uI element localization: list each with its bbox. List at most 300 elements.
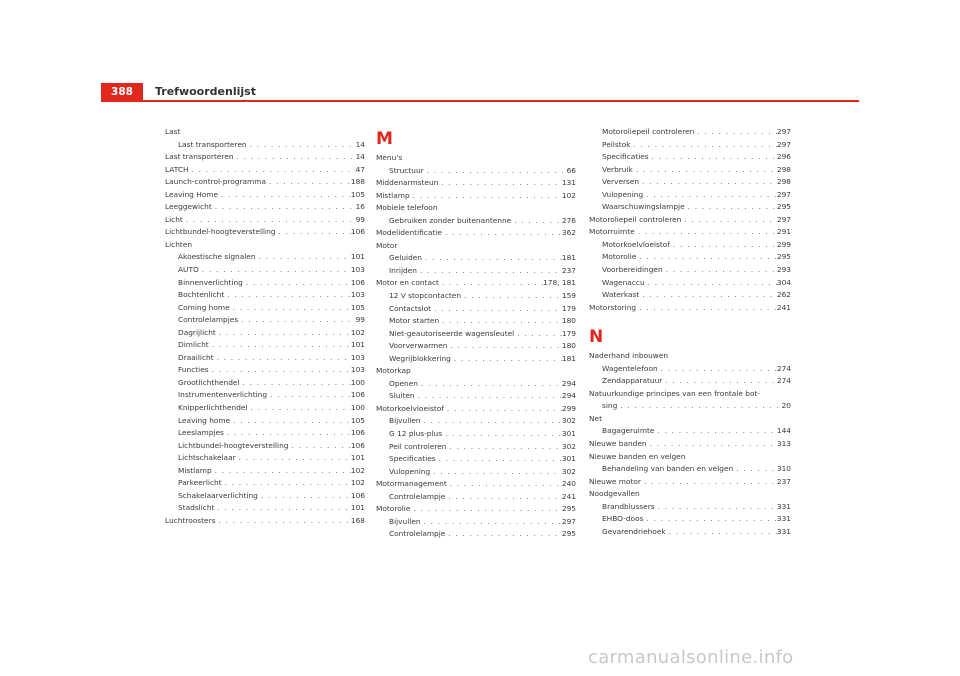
entry-term: Motorkoelvloeistof [376, 403, 444, 413]
entry-term: Lichtbundel-hoogteverstelling [178, 440, 289, 450]
index-entry [376, 516, 576, 529]
dot-leader [417, 265, 562, 278]
entry-term: Peil controleren [389, 441, 447, 451]
index-entry [376, 453, 576, 466]
dot-leader [183, 214, 356, 227]
index-entry [589, 476, 791, 489]
index-entry [589, 251, 791, 264]
entry-term: Waterkast [602, 290, 640, 300]
index-entry [589, 126, 791, 139]
dot-leader [685, 201, 777, 214]
dot-leader [662, 375, 777, 388]
entry-page: 295 [776, 202, 791, 212]
entry-page: 106 [350, 390, 365, 400]
index-entry [165, 201, 365, 214]
entry-page: 302 [561, 441, 576, 451]
entry-page: 101 [350, 503, 365, 513]
index-entry [376, 528, 576, 541]
dot-leader [654, 425, 776, 438]
index-entry [165, 139, 365, 152]
index-entry [589, 513, 791, 526]
entry-term: Bagageruimte [602, 426, 655, 436]
dot-leader [266, 176, 351, 189]
index-entry [165, 364, 365, 377]
index-heading: Mobiele telefoon [376, 203, 438, 213]
entry-term: Coming home [178, 302, 230, 312]
entry-page: 180 [561, 341, 576, 351]
entry-term: Motoroliepeil controleren [602, 127, 695, 136]
dot-leader [641, 476, 777, 489]
entry-term: Controlelampje [389, 529, 446, 539]
index-entry [165, 490, 365, 503]
entry-term: Licht [165, 214, 183, 224]
dot-leader [248, 402, 351, 415]
dot-leader [230, 415, 351, 428]
entry-page: 14 [355, 139, 365, 149]
entry-term: Nieuwe motor [589, 476, 641, 486]
dot-leader [514, 328, 562, 341]
entry-page: 101 [350, 453, 365, 463]
entry-term: Bijvullen [389, 516, 421, 526]
entry-page: 181 [561, 253, 576, 263]
entry-term: Voorbereidingen [602, 265, 663, 275]
entry-page: 293 [776, 265, 791, 275]
index-entry [165, 151, 365, 164]
entry-term: Motorkoelvloeistof [602, 239, 670, 249]
index-heading: Motor [376, 240, 398, 250]
entry-page: 295 [776, 252, 791, 262]
index-entry [165, 465, 365, 478]
entry-term: Dagrijlicht [178, 327, 216, 337]
entry-term: Bochtenlicht [178, 290, 225, 300]
entry-term: Dimlicht [178, 340, 209, 350]
index-entry [165, 377, 365, 390]
entry-term: Functies [178, 365, 209, 375]
index-entry [165, 515, 365, 528]
entry-page: 101 [350, 252, 365, 262]
dot-leader [276, 226, 351, 239]
entry-page: 102 [350, 465, 365, 475]
dot-leader [209, 339, 351, 352]
index-entry [376, 378, 576, 391]
dot-leader [630, 139, 776, 152]
entry-term: Binnenverlichting [178, 277, 243, 287]
entry-page: 103 [350, 290, 365, 300]
entry-page: 331 [776, 514, 791, 524]
section-letter: M [376, 129, 393, 149]
dot-leader [212, 465, 351, 478]
entry-page: 296 [776, 152, 791, 162]
dot-leader [445, 491, 562, 504]
index-entry [589, 201, 791, 214]
entry-page: 100 [350, 403, 365, 413]
index-entry [589, 277, 791, 290]
entry-page: 180 [561, 316, 576, 326]
dot-leader [256, 251, 351, 264]
index-entry [165, 415, 365, 428]
dot-leader [511, 215, 562, 228]
entry-term: Openen [389, 378, 418, 388]
index-entry [165, 176, 365, 189]
entry-term: Inrijden [389, 265, 417, 275]
index-heading: Naderhand inbouwen [589, 351, 669, 361]
entry-term: Wagenaccu [602, 277, 645, 287]
index-entry [376, 165, 576, 178]
entry-term: EHBO-doos [602, 514, 644, 524]
dot-leader [633, 164, 777, 177]
dot-leader [442, 428, 562, 441]
entry-page: 237 [561, 265, 576, 275]
index-entry [589, 501, 791, 514]
page-title: Trefwoordenlijst [155, 85, 256, 98]
index-entry [165, 264, 365, 277]
entry-term: G 12 plus-plus [389, 429, 443, 439]
dot-leader [635, 226, 777, 239]
entry-page: 103 [350, 352, 365, 362]
index-entry [165, 402, 365, 415]
dot-leader [617, 400, 781, 413]
index-entry [376, 466, 576, 479]
entry-page: 106 [350, 440, 365, 450]
dot-leader [430, 466, 562, 479]
index-entry [165, 452, 365, 465]
entry-term: Peilstok [602, 139, 631, 149]
index-entry [165, 352, 365, 365]
entry-term: Parkeerlicht [178, 478, 222, 488]
index-entry [376, 190, 576, 203]
entry-page: 105 [350, 302, 365, 312]
index-entry [376, 403, 576, 416]
entry-page: 295 [561, 504, 576, 514]
dot-leader [238, 314, 355, 327]
entry-term: Motorruimte [589, 227, 635, 237]
entry-page: 291 [776, 227, 791, 237]
dot-leader [410, 190, 562, 203]
index-column-1 [165, 126, 365, 528]
index-entry [165, 314, 365, 327]
index-entry [376, 290, 576, 303]
entry-term: Draailicht [178, 352, 214, 362]
dot-leader [410, 503, 562, 516]
entry-page: 102 [350, 478, 365, 488]
header-rule [101, 100, 859, 102]
dot-leader [451, 353, 562, 366]
entry-page: 274 [776, 363, 791, 373]
index-entry [165, 389, 365, 402]
entry-term: AUTO [178, 265, 199, 275]
index-entry [376, 315, 576, 328]
dot-leader [649, 151, 777, 164]
entry-page: 301 [561, 429, 576, 439]
entry-term: Leeslampjes [178, 428, 224, 438]
entry-page: 237 [776, 476, 791, 486]
index-entry [165, 502, 365, 515]
index-entry [165, 440, 365, 453]
entry-term: Grootlichthendel [178, 377, 240, 387]
dot-leader [447, 478, 562, 491]
entry-page: 16 [355, 202, 365, 212]
index-entry [376, 277, 576, 290]
index-entry [165, 289, 365, 302]
dot-leader [199, 264, 351, 277]
index-entry [376, 265, 576, 278]
entry-page: 302 [561, 416, 576, 426]
entry-term: Motoroliepeil controleren [589, 214, 682, 224]
dot-leader [636, 251, 777, 264]
entry-page: 105 [350, 189, 365, 199]
dot-leader [444, 403, 562, 416]
index-entry [589, 375, 791, 388]
index-entry [376, 503, 576, 516]
index-entry [165, 214, 365, 227]
entry-term: Middenarmsteun [376, 178, 439, 188]
dot-leader [212, 201, 356, 214]
entry-page: 262 [776, 290, 791, 300]
index-column-2 [376, 126, 576, 541]
entry-term: Mistlamp [376, 190, 410, 200]
entry-page: 99 [355, 214, 365, 224]
entry-term: Geluiden [389, 253, 422, 263]
index-entry [589, 438, 791, 451]
entry-term: Stadslicht [178, 503, 215, 513]
index-entry [589, 526, 791, 539]
index-entry [589, 226, 791, 239]
entry-page: 159 [561, 291, 576, 301]
index-heading: Last [165, 127, 181, 136]
index-entry [376, 252, 576, 265]
dot-leader [681, 214, 777, 227]
dot-leader [733, 463, 777, 476]
index-entry [376, 415, 576, 428]
index-entry [165, 477, 365, 490]
entry-term: Sluiten [389, 391, 415, 401]
dot-leader [655, 501, 777, 514]
entry-term: Motorolie [602, 252, 637, 262]
index-entry [376, 428, 576, 441]
index-entry [376, 303, 576, 316]
dot-leader [418, 378, 562, 391]
entry-term: Leaving home [178, 415, 231, 425]
index-entry [165, 339, 365, 352]
index-entry [589, 425, 791, 438]
dot-leader [247, 139, 356, 152]
entry-term: Waarschuwingslampje [602, 202, 685, 212]
entry-term: Motorstoring [589, 302, 637, 312]
entry-page: 297 [776, 127, 791, 136]
entry-page: 14 [355, 152, 365, 162]
entry-term: Zendapparatuur [602, 376, 663, 386]
entry-term: Motorolie [376, 504, 411, 514]
dot-leader [289, 440, 351, 453]
entry-term: Vulopening [389, 466, 431, 476]
index-heading: Nieuwe banden en velgen [589, 451, 686, 461]
entry-page: 294 [561, 391, 576, 401]
entry-term: Luchtroosters [165, 515, 216, 525]
entry-page: 181 [561, 353, 576, 363]
dot-leader [234, 151, 356, 164]
entry-page: 331 [776, 501, 791, 511]
index-entry [589, 189, 791, 202]
entry-term: Leaving Home [165, 189, 219, 199]
entry-page: 274 [776, 376, 791, 386]
entry-page: 297 [776, 139, 791, 149]
dot-leader [639, 289, 777, 302]
entry-term: Schakelaarverlichting [178, 490, 258, 500]
entry-term: Voorverwarmen [389, 341, 448, 351]
dot-leader [446, 441, 561, 454]
entry-term: Gebruiken zonder buitenantenne [389, 215, 512, 225]
entry-page: 179 [561, 303, 576, 313]
entry-term: Specificaties [602, 152, 649, 162]
dot-leader [209, 364, 351, 377]
entry-page: 313 [776, 439, 791, 449]
dot-leader [439, 315, 562, 328]
entry-term: Motor en contact [376, 278, 439, 288]
index-entry [589, 214, 791, 227]
index-entry [376, 478, 576, 491]
index-entry [165, 189, 365, 202]
entry-page: 331 [776, 526, 791, 536]
entry-page: 131 [561, 178, 576, 188]
entry-term: Vulopening [602, 189, 644, 199]
index-entry [589, 239, 791, 252]
entry-page: 241 [561, 491, 576, 501]
dot-leader [189, 164, 356, 177]
index-entry [589, 164, 791, 177]
dot-leader [645, 277, 777, 290]
index-column-3 [589, 126, 791, 538]
dot-leader [236, 452, 351, 465]
entry-page: 297 [776, 189, 791, 199]
entry-page: 310 [776, 464, 791, 474]
entry-page: 102 [350, 327, 365, 337]
dot-leader [431, 303, 562, 316]
entry-term: Modelidentificatie [376, 228, 442, 238]
entry-term: Launch-control-programma [165, 177, 266, 187]
dot-leader [663, 264, 777, 277]
dot-leader [216, 327, 351, 340]
dot-leader [224, 289, 351, 302]
dot-leader [670, 239, 777, 252]
entry-page: 362 [561, 228, 576, 238]
entry-term: Verbruik [602, 164, 633, 174]
index-heading: Net [589, 413, 602, 423]
dot-leader [445, 528, 562, 541]
page-number: 388 [101, 83, 143, 100]
dot-leader [658, 363, 777, 376]
entry-page: 106 [350, 227, 365, 237]
entry-term: sing [602, 401, 618, 411]
dot-leader [639, 176, 777, 189]
watermark: carmanualsonline.info [588, 647, 794, 668]
entry-page: 106 [350, 428, 365, 438]
entry-term: Lichtschakelaar [178, 453, 236, 463]
dot-leader [240, 377, 351, 390]
index-entry [376, 177, 576, 190]
section-gap [589, 314, 791, 324]
dot-leader [436, 453, 562, 466]
entry-page: 276 [561, 215, 576, 225]
entry-term: Last transporteren [178, 139, 247, 149]
dot-leader [439, 277, 543, 290]
index-entry [589, 400, 791, 413]
entry-term: Wegrijblokkering [389, 353, 451, 363]
entry-page: 301 [561, 454, 576, 464]
index-heading: Motorkap [376, 366, 411, 376]
entry-term: 12 V stopcontacten [389, 291, 462, 301]
index-entry [589, 302, 791, 315]
entry-page: 105 [350, 415, 365, 425]
index-heading: Menu's [376, 153, 403, 162]
entry-page: 102 [561, 190, 576, 200]
entry-page: 106 [350, 490, 365, 500]
entry-term: Gevarendriehoek [602, 526, 666, 536]
index-entry [589, 151, 791, 164]
entry-page: 106 [350, 277, 365, 287]
entry-page: 20 [781, 401, 791, 411]
dot-leader [224, 427, 351, 440]
entry-term: Motor starten [389, 316, 440, 326]
entry-term: Behandeling van banden en velgen [602, 464, 734, 474]
index-entry [165, 226, 365, 239]
entry-term: Wagentelefoon [602, 363, 658, 373]
entry-term: Mistlamp [178, 465, 212, 475]
entry-page: 241 [776, 302, 791, 312]
entry-page: 295 [561, 529, 576, 539]
entry-term: Knipperlichthendel [178, 403, 248, 413]
dot-leader [438, 177, 562, 190]
dot-leader [258, 490, 351, 503]
entry-page: 299 [776, 239, 791, 249]
entry-page: 144 [776, 426, 791, 436]
entry-page: 240 [561, 479, 576, 489]
index-entry [376, 441, 576, 454]
entry-page: 168 [350, 515, 365, 525]
dot-leader [447, 340, 561, 353]
entry-page: 47 [355, 164, 365, 174]
index-heading: Noodgevallen [589, 489, 640, 499]
entry-page: 66 [566, 165, 576, 175]
entry-term: LATCH [165, 164, 189, 174]
entry-page: 302 [561, 466, 576, 476]
dot-leader [442, 227, 562, 240]
entry-page: 304 [776, 277, 791, 287]
entry-term: Bijvullen [389, 416, 421, 426]
index-entry [376, 353, 576, 366]
entry-page: 188 [350, 177, 365, 187]
entry-term: Lichtbundel-hoogteverstelling [165, 227, 276, 237]
entry-term: Leeggewicht [165, 202, 212, 212]
dot-leader [643, 189, 777, 202]
index-entry [589, 176, 791, 189]
index-entry [165, 164, 365, 177]
index-entry [589, 363, 791, 376]
index-entry [376, 390, 576, 403]
dot-leader [424, 165, 567, 178]
index-entry [376, 328, 576, 341]
entry-page: 101 [350, 340, 365, 350]
dot-leader [222, 477, 351, 490]
index-heading: Natuurkundige principes van een frontale bot- [589, 388, 761, 398]
entry-term: Controlelampjes [178, 315, 239, 325]
entry-term: Structuur [389, 165, 424, 175]
dot-leader [218, 189, 351, 202]
entry-page: 297 [561, 516, 576, 526]
entry-page: 103 [350, 365, 365, 375]
dot-leader [666, 526, 777, 539]
dot-leader [214, 502, 350, 515]
entry-page: 103 [350, 265, 365, 275]
